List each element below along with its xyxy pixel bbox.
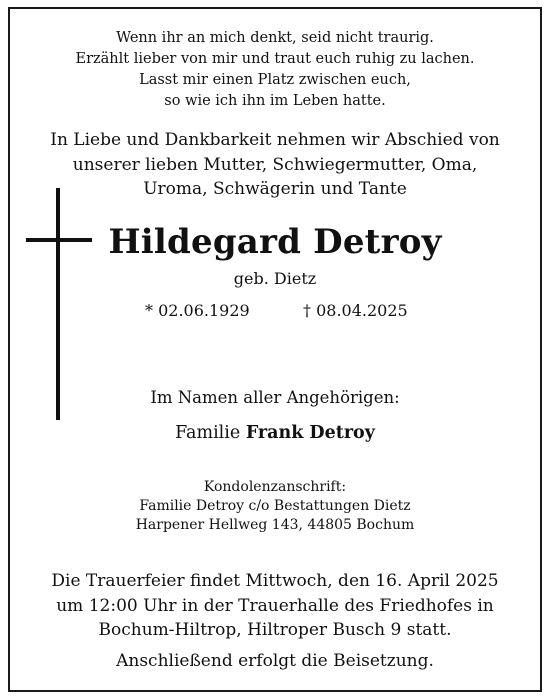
condolence-line: Familie Detroy c/o Bestattungen Dietz xyxy=(139,498,411,514)
poem-line: so wie ich ihn im Leben hatte. xyxy=(164,93,386,109)
death-date: † 08.04.2025 xyxy=(303,301,408,320)
birth-date: * 02.06.1929 xyxy=(145,301,250,320)
family-signature xyxy=(0,420,550,446)
ceremony-line: Die Trauerfeier findet Mittwoch, den 16. April 2025 xyxy=(51,571,499,591)
family-name: Frank Detroy xyxy=(245,423,375,443)
intro-line: unserer lieben Mutter, Schwiegermutter, Oma, xyxy=(72,154,478,175)
condolence-heading: Kondolenzanschrift: xyxy=(203,479,347,495)
intro-line: Uroma, Schwägerin und Tante xyxy=(143,179,407,199)
ceremony-info xyxy=(0,569,550,643)
poem-line: Lasst mir einen Platz zwischen euch, xyxy=(139,72,411,88)
intro-line: In Liebe und Dankbarkeit nehmen wir Abschied von xyxy=(50,130,500,150)
on-behalf-text: Im Namen aller Angehörigen: xyxy=(150,388,400,407)
birth-name: geb. Dietz xyxy=(233,269,317,288)
poem xyxy=(0,28,550,112)
condolence-line: Harpener Hellweg 143, 44805 Bochum xyxy=(135,517,415,533)
poem-line: Erzählt lieber von mir und traut euch ruhig zu lachen. xyxy=(75,51,475,67)
burial-note: Anschließend erfolgt die Beisetzung. xyxy=(116,651,434,671)
family-prefix: Familie xyxy=(175,423,241,443)
ceremony-line: um 12:00 Uhr in der Trauerhalle des Friedhofes in xyxy=(56,595,494,616)
condolence-address xyxy=(0,478,550,535)
deceased-name: Hildegard Detroy xyxy=(108,222,442,262)
poem-line: Wenn ihr an mich denkt, seid nicht traurig. xyxy=(116,30,434,46)
ceremony-line: Bochum-Hiltrop, Hiltroper Busch 9 statt. xyxy=(98,620,452,640)
